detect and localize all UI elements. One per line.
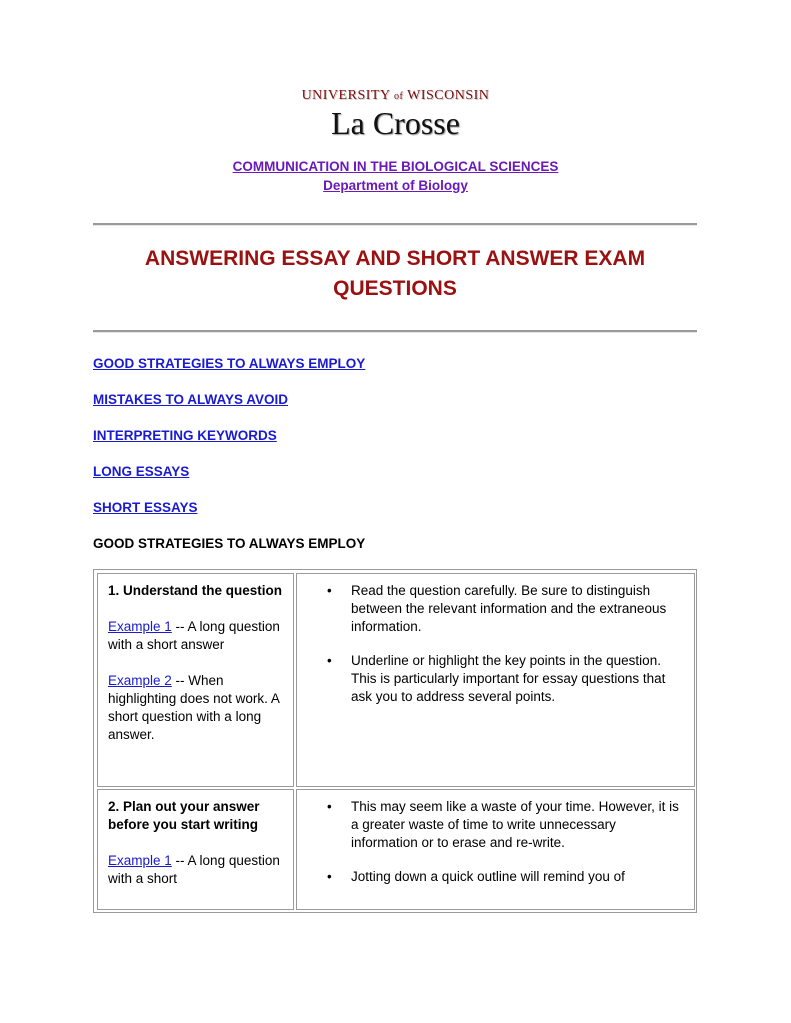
bullet-list — [307, 582, 686, 706]
course-link[interactable]: COMMUNICATION IN THE BIOLOGICAL SCIENCES — [232, 159, 559, 174]
bullet-text: This may seem like a waste of your time. However, it is a greater waste of time to write unnecessary information or to erase and re-write. — [351, 799, 679, 850]
table-row-2-step-cell — [97, 789, 294, 910]
department-header — [0, 157, 791, 195]
example-description: -- When highlighting does not work. A short question with a long answer. — [108, 673, 280, 742]
example-link[interactable]: Example 1 — [108, 619, 172, 634]
logo-university-line — [0, 88, 791, 105]
nav-link-short-essays[interactable]: SHORT ESSAYS — [93, 500, 198, 515]
table-row-1-step-cell — [97, 573, 294, 787]
logo-state-text: WISCONSIN — [407, 88, 490, 103]
list-item — [327, 582, 686, 636]
list-item — [327, 868, 686, 886]
example-link[interactable]: Example 2 — [108, 673, 172, 688]
bullet-list — [307, 798, 686, 886]
bullet-icon: • — [327, 869, 332, 884]
logo-of-text: of — [394, 91, 404, 102]
logo-university-text: UNIVERSITY — [301, 88, 391, 103]
example-line — [108, 618, 285, 654]
list-item — [327, 798, 686, 852]
bullet-text: Jotting down a quick outline will remind you of — [351, 869, 625, 884]
bullet-text: Read the question carefully. Be sure to distinguish between the relevant information and the extraneous information. — [351, 583, 667, 634]
example-link[interactable]: Example 1 — [108, 853, 172, 868]
bullet-icon: • — [327, 653, 332, 668]
bullet-text: Underline or highlight the key points in the question. This is particularly important for essay questions that ask you to address several points. — [351, 653, 666, 704]
example-description: -- A long question with a short answer — [108, 619, 280, 652]
example-line — [108, 852, 285, 888]
logo-city: La Crosse — [331, 105, 460, 141]
nav-link-keywords[interactable]: INTERPRETING KEYWORDS — [93, 428, 277, 443]
divider — [93, 330, 697, 333]
section-heading: GOOD STRATEGIES TO ALWAYS EMPLOY — [93, 536, 366, 551]
nav-link-strategies[interactable]: GOOD STRATEGIES TO ALWAYS EMPLOY — [93, 356, 366, 371]
bullet-icon: • — [327, 583, 332, 598]
department-link[interactable]: Department of Biology — [323, 178, 468, 193]
nav-link-mistakes[interactable]: MISTAKES TO ALWAYS AVOID — [93, 392, 289, 407]
table-row-2-detail-cell — [296, 789, 695, 910]
step-title: 2. Plan out your answer before you start writing — [108, 799, 260, 832]
page-title: ANSWERING ESSAY AND SHORT ANSWER EXAM QUESTIONS — [144, 247, 646, 300]
bullet-icon: • — [327, 799, 332, 814]
table-row-1-detail-cell — [296, 573, 695, 787]
strategies-table — [93, 569, 697, 913]
divider — [93, 223, 697, 226]
example-description: -- A long question with a short — [108, 853, 280, 886]
step-title: 1. Understand the question — [108, 583, 283, 598]
example-line — [108, 672, 285, 744]
nav-link-long-essays[interactable]: LONG ESSAYS — [93, 464, 190, 479]
university-logo — [0, 88, 791, 140]
list-item — [327, 652, 686, 706]
section-nav — [93, 352, 365, 532]
